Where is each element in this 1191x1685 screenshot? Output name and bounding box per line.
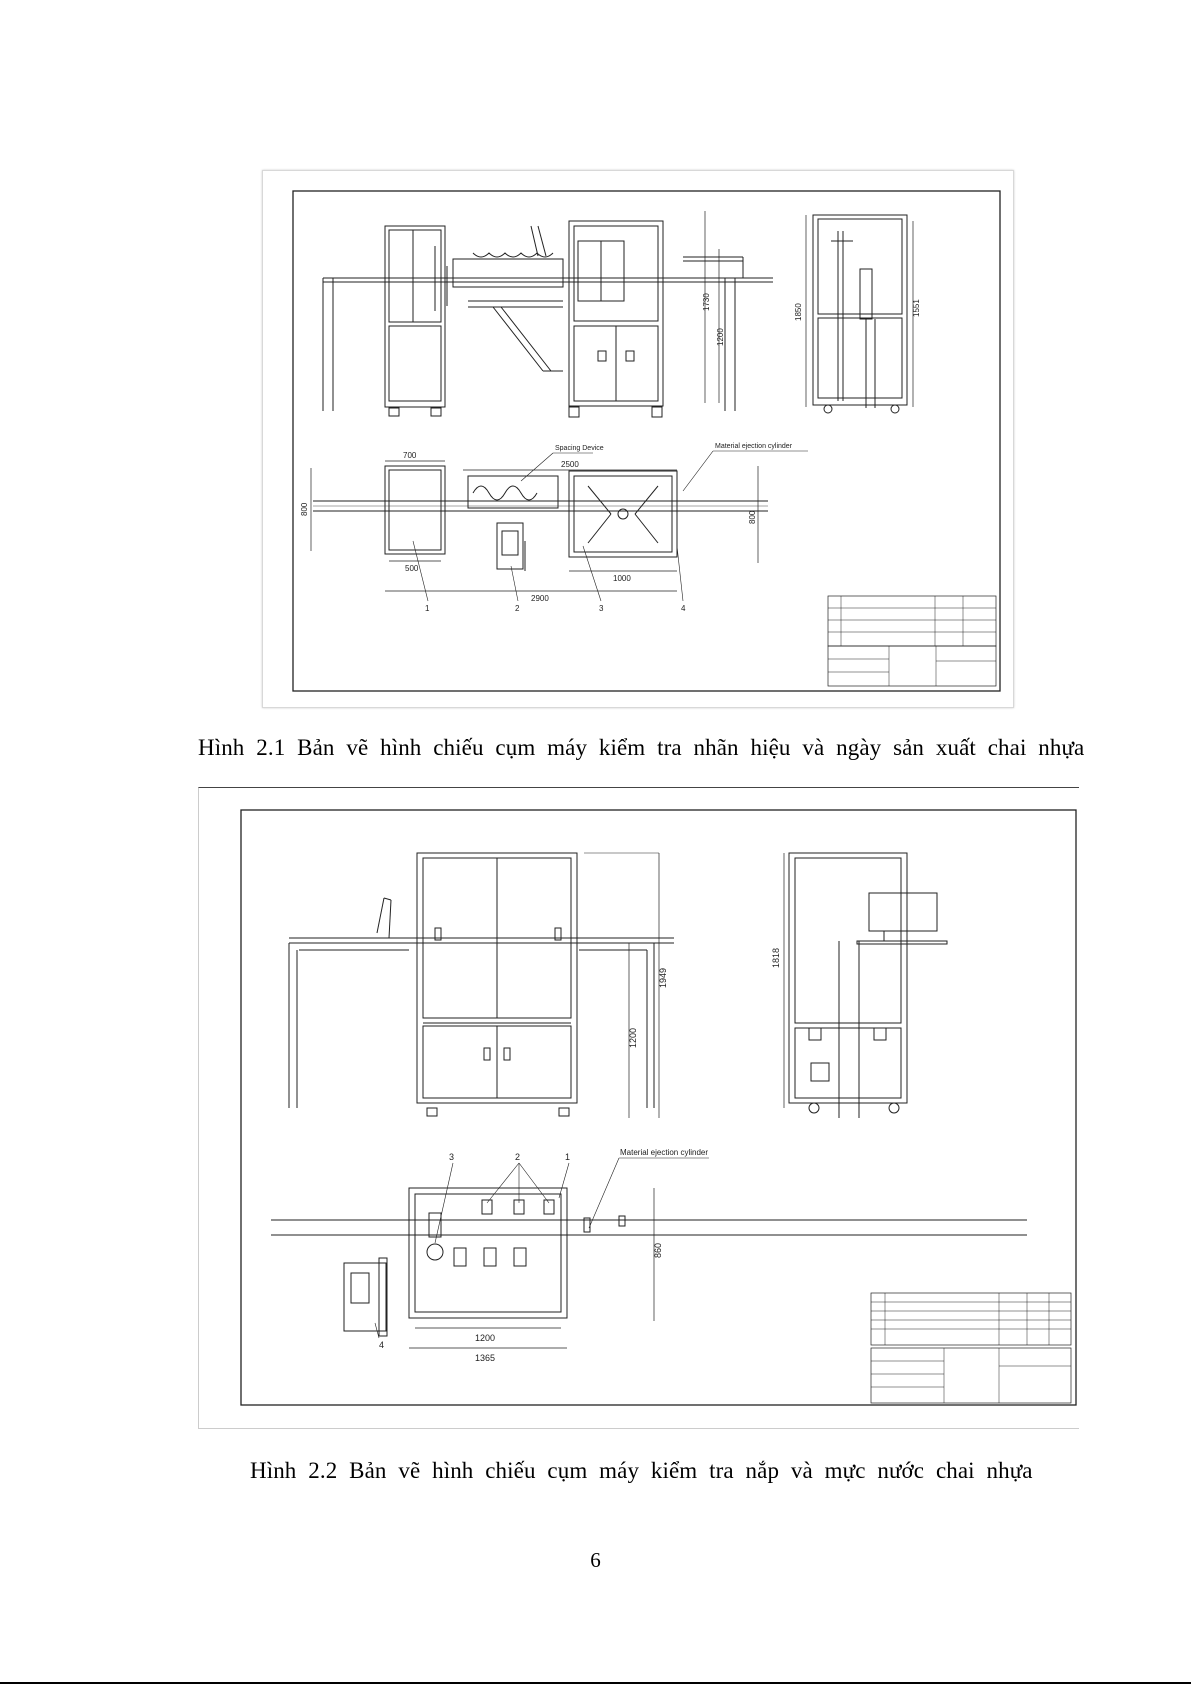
footer-rule [0, 1682, 1191, 1684]
fig1-dim-1200: 1200 [716, 328, 725, 346]
figure-1-drawing [262, 170, 1014, 708]
fig2-dim-1200b: 1200 [475, 1333, 496, 1343]
fig1-dim-2900: 2900 [531, 594, 549, 603]
fig2-callout-ejection: Material ejection cylinder [620, 1148, 709, 1157]
fig1-dim-700: 700 [403, 451, 417, 460]
fig1-callout-1: 1 [425, 604, 430, 613]
fig1-dim-800a: 800 [300, 502, 309, 516]
figure-2-drawing [198, 787, 1079, 1429]
figure-2-caption: Hình 2.2 Bản vẽ hình chiếu cụm máy kiểm tra nắp và mực nước chai nhựa [250, 1458, 1033, 1483]
fig2-dim-1200: 1200 [628, 1027, 638, 1048]
fig1-callout-3: 3 [599, 604, 604, 613]
fig1-dim-1000: 1000 [613, 574, 631, 583]
fig1-callout-spacing-device: Spacing Device [555, 445, 604, 452]
fig1-dim-1730: 1730 [702, 293, 711, 311]
fig2-dim-1818: 1818 [771, 947, 781, 968]
fig1-callout-ejection: Material ejection cylinder [715, 443, 793, 450]
page-number: 6 [590, 1548, 601, 1572]
fig2-callout-1: 1 [565, 1152, 571, 1162]
fig1-dim-1850: 1850 [794, 303, 803, 321]
fig1-dim-2500: 2500 [561, 460, 579, 469]
fig2-dim-1365: 1365 [475, 1353, 496, 1363]
fig2-dim-860: 860 [653, 1242, 663, 1258]
fig1-callout-4: 4 [681, 604, 686, 613]
fig1-dim-800b: 800 [748, 510, 757, 524]
fig2-callout-3: 3 [449, 1152, 455, 1162]
fig2-dim-1949: 1949 [658, 967, 668, 988]
figure-1-caption: Hình 2.1 Bản vẽ hình chiếu cụm máy kiểm tra nhãn hiệu và ngày sản xuất chai nhựa [198, 735, 1085, 760]
fig2-callout-4: 4 [379, 1340, 385, 1350]
fig1-callout-2: 2 [515, 604, 520, 613]
fig1-dim-500: 500 [405, 564, 419, 573]
fig2-callout-2: 2 [515, 1152, 521, 1162]
fig1-dim-1551: 1551 [912, 299, 921, 317]
